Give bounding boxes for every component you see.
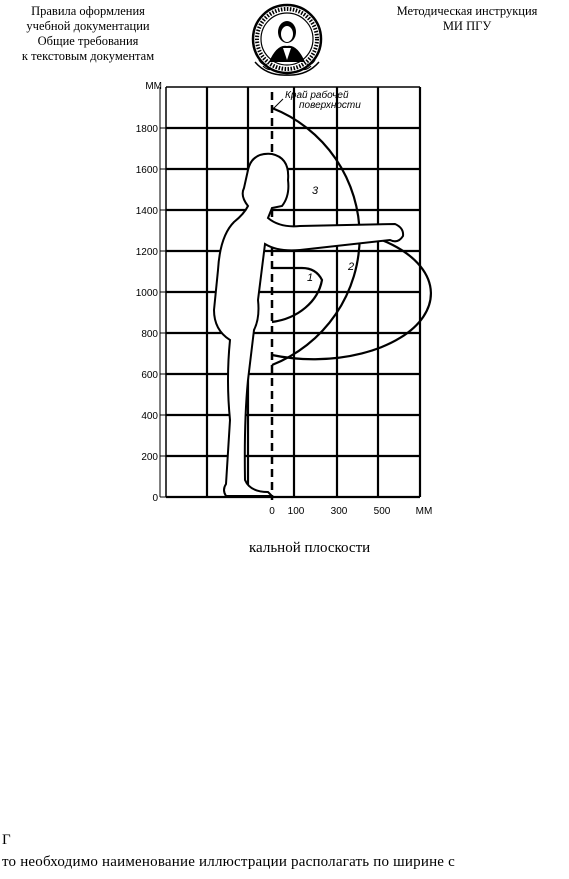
y-tick-1000: 1000 (135, 288, 158, 299)
zone-label-2: 2 (348, 261, 355, 273)
header-left-line-4: к текстовым документам (21, 49, 155, 63)
y-tick-400: 400 (141, 411, 158, 422)
y-unit-label: ММ (145, 81, 162, 92)
y-tick-1200: 1200 (135, 247, 158, 258)
x-tick-300: 300 (330, 506, 348, 517)
human-figure (214, 154, 403, 496)
y-tick-800: 800 (141, 329, 158, 340)
annotation-line-1: Край рабочей (285, 90, 349, 101)
y-tick-1400: 1400 (135, 206, 158, 217)
x-unit-label: ММ (415, 506, 433, 517)
y-tick-1600: 1600 (135, 165, 158, 176)
figure-caption: кальной плоскости (249, 540, 371, 556)
y-tick-1800: 1800 (135, 124, 158, 135)
zone-label-3: 3 (312, 185, 319, 197)
header-right-line-1: Методическая инструкция (396, 4, 538, 18)
bottom-letter: Г (2, 832, 11, 848)
zone-1-outline (272, 268, 322, 322)
header-right-line-2: МИ ПГУ (442, 19, 492, 33)
annotation-line-2: поверхности (299, 100, 361, 111)
x-tick-0: 0 (269, 506, 275, 517)
x-tick-500: 500 (373, 506, 391, 517)
y-tick-200: 200 (141, 452, 158, 463)
header-left-line-3: Общие требования (37, 34, 139, 48)
y-tick-600: 600 (141, 370, 158, 381)
y-tick-0: 0 (152, 493, 158, 504)
x-tick-100: 100 (287, 506, 305, 517)
header-left-line-1: Правила оформления (31, 4, 145, 18)
body-text-line: то необходимо наименование иллюстрации располагать по ширине с (2, 854, 455, 870)
zone-label-1: 1 (307, 272, 314, 284)
header-left-line-2: учебной документации (26, 19, 150, 33)
grid (160, 87, 420, 497)
